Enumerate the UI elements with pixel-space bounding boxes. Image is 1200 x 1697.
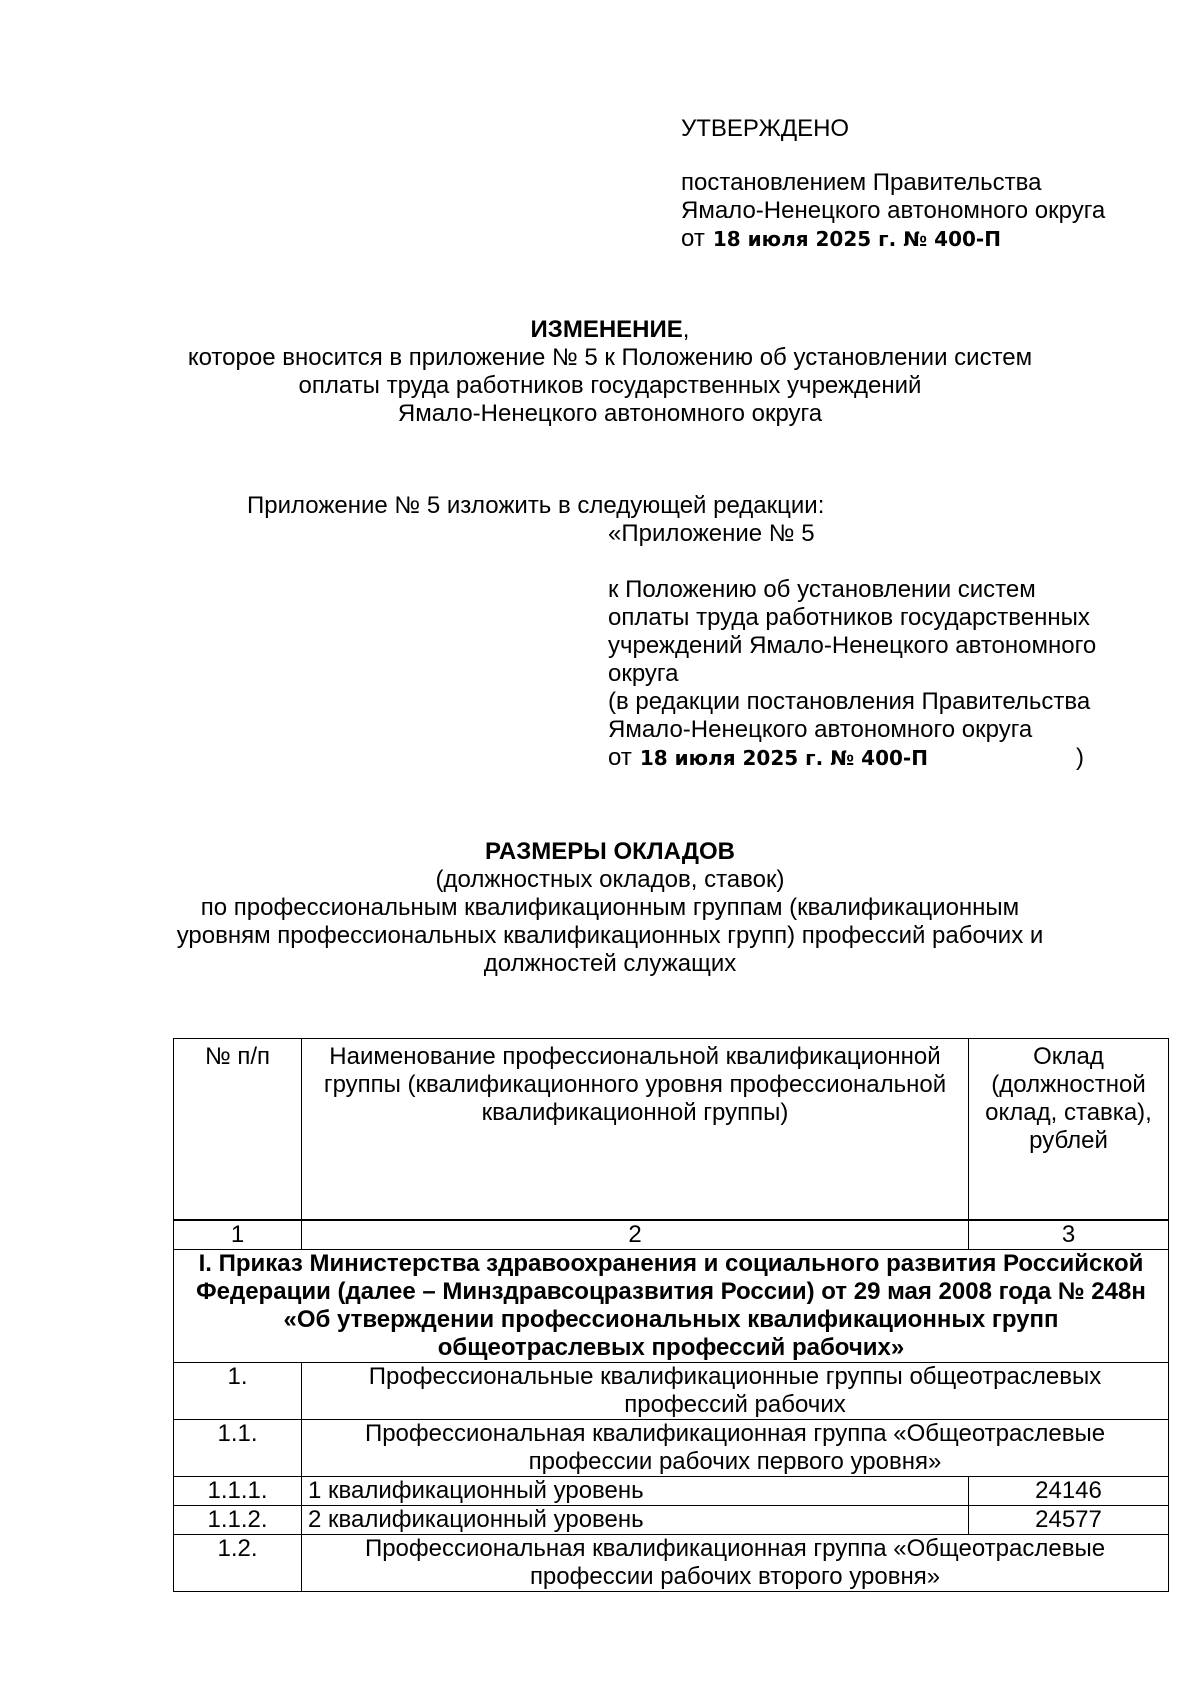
sizes-line-3: уровням профессиональных квалификационных групп) профессий рабочих и	[176, 922, 1044, 949]
appendix-date-prefix: от	[608, 744, 632, 771]
salary-table	[173, 1038, 1169, 1592]
approved-line-2: Ямало-Ненецкого автономного округа	[681, 197, 1106, 224]
approval-stamp	[681, 115, 1161, 253]
col-number-3: 3	[969, 1221, 1169, 1250]
row-name: Профессиональная квалификационная группа «Общеотраслевые профессии рабочих первого уровня»	[302, 1420, 1169, 1477]
appendix-line-5: (в редакции постановления Правительства	[608, 688, 1091, 715]
header-salary: Оклад (должностной оклад, ставка), рублей	[969, 1039, 1169, 1220]
table-row	[174, 1506, 1169, 1535]
appendix-line-4: округа	[608, 660, 679, 687]
header-num: № п/п	[174, 1039, 302, 1220]
table-row	[174, 1420, 1169, 1477]
row-num: 1.2.	[174, 1535, 302, 1592]
section-title: I. Приказ Министерства здравоохранения и социального развития Российской Федерации (далее – Минздравсоцразвития России) от 29 мая 2008 года № 248н «Об утверждении профессиональных квалификационных групп общеотраслевых профессий рабочих»	[174, 1250, 1169, 1363]
row-value: 24146	[969, 1477, 1169, 1506]
col-number-2: 2	[302, 1221, 969, 1250]
row-name: 1 квалификационный уровень	[302, 1477, 969, 1506]
col-number-1: 1	[174, 1221, 302, 1250]
sizes-line-4: должностей служащих	[483, 950, 737, 977]
row-num: 1.1.2.	[174, 1506, 302, 1535]
change-title: ИЗМЕНЕНИЕ	[530, 316, 683, 343]
approved-date-prefix: от	[681, 225, 705, 252]
appendix-intro: Приложение № 5 изложить в следующей редакции:	[247, 492, 825, 519]
appendix-reference	[608, 520, 1168, 772]
row-name: Профессиональная квалификационная группа «Общеотраслевые профессии рабочих второго уровня»	[302, 1535, 1169, 1592]
column-number-row	[174, 1221, 1169, 1250]
appendix-date: 18 июля 2025 г. № 400-П	[639, 746, 928, 770]
row-value: 24577	[969, 1506, 1169, 1535]
header-name: Наименование профессиональной квалификационной группы (квалификационного уровня профессиональной квалификационной группы)	[302, 1039, 969, 1220]
appendix-line-2: оплаты труда работников государственных	[608, 604, 1090, 631]
change-title-suffix: ,	[682, 316, 690, 343]
table-row	[174, 1363, 1169, 1420]
table-header-row	[174, 1039, 1169, 1220]
sizes-title: РАЗМЕРЫ ОКЛАДОВ	[485, 838, 735, 865]
table-row	[174, 1477, 1169, 1506]
change-line-3: Ямало-Ненецкого автономного округа	[397, 400, 823, 427]
change-line-2: оплаты труда работников государственных учреждений	[298, 372, 922, 399]
row-num: 1.1.1.	[174, 1477, 302, 1506]
row-num: 1.1.	[174, 1420, 302, 1477]
row-name: Профессиональные квалификационные группы общеотраслевых профессий рабочих	[302, 1363, 1169, 1420]
appendix-date-line	[608, 744, 1168, 772]
appendix-line-1: к Положению об установлении систем	[608, 576, 1036, 603]
change-heading-block	[150, 316, 1070, 428]
change-line-1: которое вносится в приложение № 5 к Положению об установлении систем	[187, 344, 1033, 371]
sizes-line-2: по профессиональным квалификационным группам (квалификационным	[200, 894, 1020, 921]
approved-line-1: постановлением Правительства	[681, 169, 1042, 196]
table-row	[174, 1535, 1169, 1592]
change-title-line	[150, 316, 1070, 344]
approved-date-line	[681, 225, 1161, 253]
sizes-line-1: (должностных окладов, ставок)	[435, 866, 785, 893]
section-row	[174, 1250, 1169, 1363]
appendix-line-6: Ямало-Ненецкого автономного округа	[608, 716, 1033, 743]
appendix-heading: «Приложение № 5	[608, 520, 815, 547]
approved-heading: УТВЕРЖДЕНО	[681, 115, 850, 142]
row-name: 2 квалификационный уровень	[302, 1506, 969, 1535]
appendix-close-paren: )	[1076, 744, 1084, 771]
approved-date: 18 июля 2025 г. № 400-П	[712, 227, 1001, 251]
row-num: 1.	[174, 1363, 302, 1420]
sizes-heading-block	[150, 838, 1070, 978]
appendix-line-3: учреждений Ямало-Ненецкого автономного	[608, 632, 1097, 659]
